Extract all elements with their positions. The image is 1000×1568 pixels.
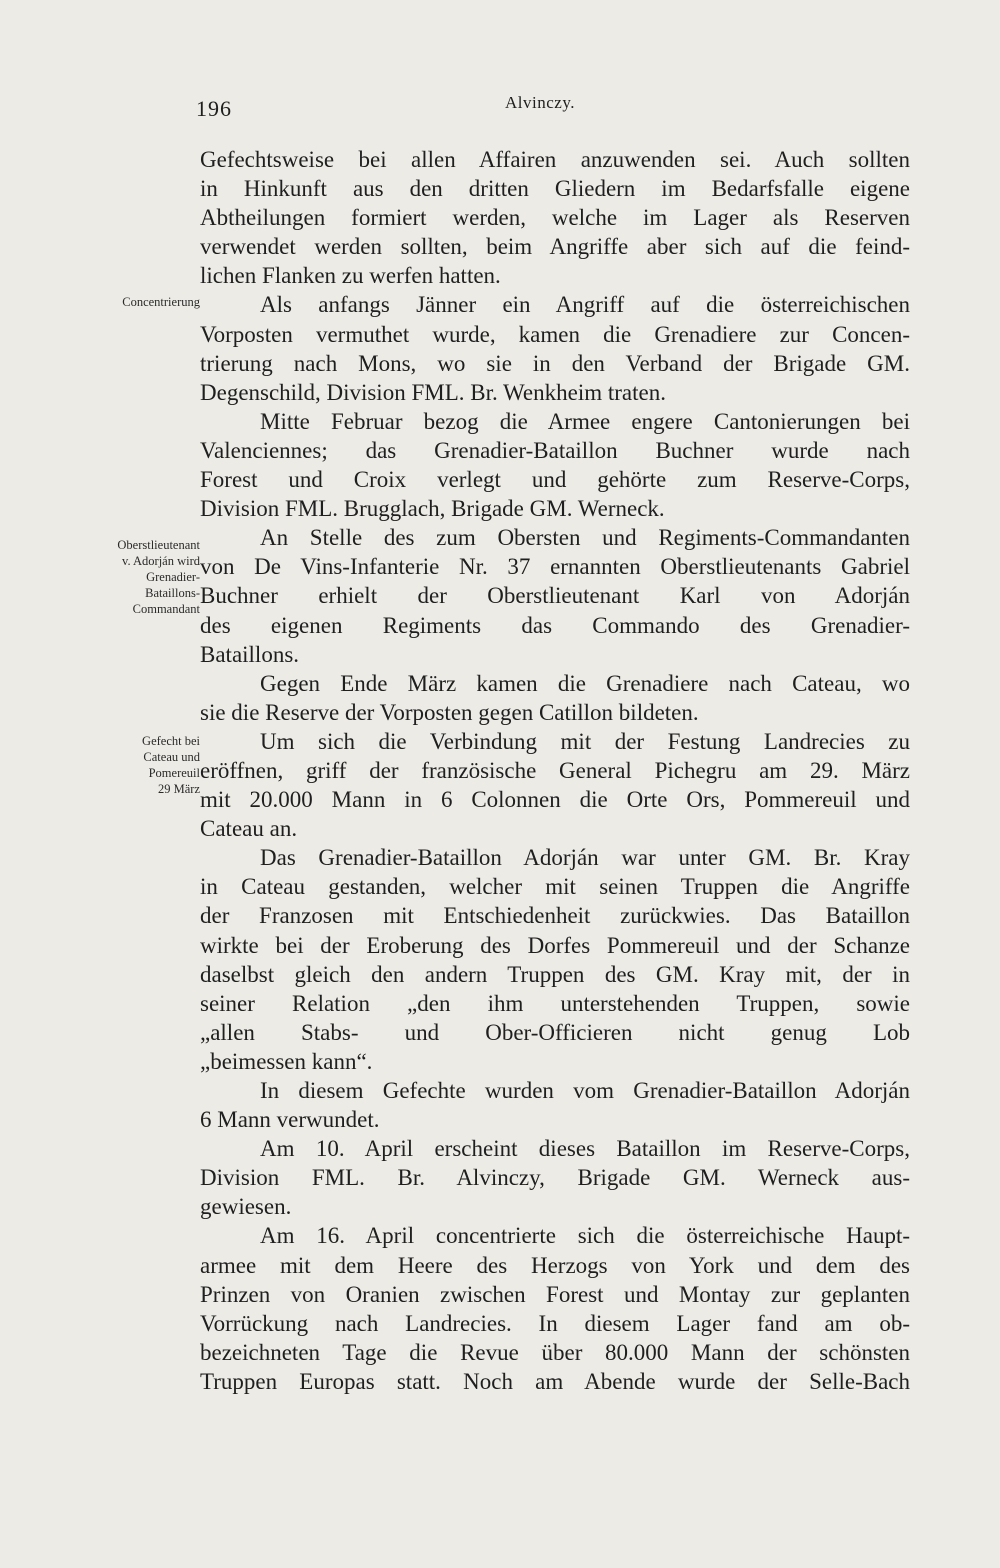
text-line: der Franzosen mit Entschiedenheit zurückwies. Das Bataillon [200, 903, 910, 929]
margin-note-line: v. Adorján wird [122, 554, 200, 568]
text-line: daselbst gleich den andern Truppen des GM. Kray mit, der in [200, 961, 910, 987]
text-line: wirkte bei der Eroberung des Dorfes Pommereuil und der Schanze [200, 932, 910, 958]
text-line: An Stelle des zum Obersten und Regiments-Commandanten [260, 525, 910, 551]
margin-note-line: 29 März [158, 782, 200, 796]
text-line: bezeichneten Tage die Revue über 80.000 Mann der schönsten [200, 1339, 910, 1365]
text-line: „allen Stabs- und Ober-Officieren nicht genug Lob [200, 1019, 910, 1045]
text-line: Mitte Februar bezog die Armee engere Cantonierungen bei [260, 408, 910, 434]
text-line: Bataillons. [200, 641, 300, 667]
text-line: 6 Mann verwundet. [200, 1107, 380, 1133]
margin-note-line: Grenadier- [146, 570, 200, 584]
running-title: Alvinczy. [505, 93, 575, 112]
text-line: Gefechtsweise bei allen Affairen anzuwenden sei. Auch sollten [200, 147, 910, 172]
text-line: Forest und Croix verlegt und gehörte zum Reserve-Corps, [200, 467, 910, 493]
text-line: „beimessen kann“. [200, 1048, 373, 1074]
margin-note-line: Oberstlieutenant [117, 538, 200, 552]
text-line: mit 20.000 Mann in 6 Colonnen die Orte Ors, Pommereuil und [200, 787, 910, 813]
text-line: eröffnen, griff der französische General Pichegru am 29. März [200, 757, 910, 783]
text-line: Am 16. April concentrierte sich die österreichische Haupt- [260, 1223, 910, 1249]
text-line: in Hinkunft aus den dritten Gliedern im Bedarfsfalle eigene [200, 176, 910, 202]
text-line: Vorposten vermuthet wurde, kamen die Grenadiere zur Concen- [200, 321, 910, 347]
text-line: Am 10. April erscheint dieses Bataillon im Reserve-Corps, [260, 1136, 910, 1162]
text-line: des eigenen Regiments das Commando des Grenadier- [200, 612, 910, 638]
margin-note-gefecht [66, 733, 200, 797]
margin-note-line: Commandant [132, 602, 200, 616]
margin-note-adorjan [66, 537, 200, 617]
text-line: Truppen Europas statt. Noch am Abende wurde der Selle-Bach [200, 1368, 910, 1394]
text-line: Vorrückung nach Landrecies. In diesem Lager fand am ob- [200, 1310, 910, 1336]
margin-note-line: Pomereuil [148, 766, 200, 780]
text-line: Cateau an. [200, 816, 298, 842]
body-text [200, 145, 910, 1396]
text-line: sie die Reserve der Vorposten gegen Catillon bildeten. [200, 699, 699, 725]
text-line: Buchner erhielt der Oberstlieutenant Karl von Adorján [200, 583, 910, 609]
margin-note-concentrierung [66, 294, 200, 310]
margin-note-line: Gefecht bei [142, 734, 200, 748]
text-line: Prinzen von Oranien zwischen Forest und Montay zur geplanten [200, 1281, 910, 1307]
page-number: 196 [196, 96, 232, 121]
text-line: trierung nach Mons, wo sie in den Verband der Brigade GM. [200, 350, 910, 376]
text-line: Abtheilungen formiert werden, welche im Lager als Reserven [200, 205, 910, 231]
margin-note-line: Concentrierung [122, 295, 200, 309]
text-line: armee mit dem Heere des Herzogs von York und dem des [200, 1252, 910, 1278]
text-line: Als anfangs Jänner ein Angriff auf die österreichischen [260, 292, 910, 318]
text-line: Division FML. Brugglach, Brigade GM. Werneck. [200, 496, 665, 522]
text-line: von De Vins-Infanterie Nr. 37 ernannten Oberstlieutenants Gabriel [200, 554, 910, 580]
text-line: Um sich die Verbindung mit der Festung Landrecies zu [260, 728, 910, 754]
text-line: seiner Relation „den ihm unterstehenden Truppen, sowie [200, 990, 910, 1016]
text-line: in Cateau gestanden, welcher mit seinen Truppen die Angriffe [200, 874, 910, 900]
text-line: Gegen Ende März kamen die Grenadiere nach Cateau, wo [260, 670, 910, 696]
text-line: gewiesen. [200, 1194, 292, 1220]
text-line: Valenciennes; das Grenadier-Bataillon Buchner wurde nach [200, 437, 910, 463]
text-line: lichen Flanken zu werfen hatten. [200, 263, 501, 289]
margin-note-line: Bataillons- [145, 586, 200, 600]
text-line: Das Grenadier-Bataillon Adorján war unter GM. Br. Kray [260, 845, 910, 871]
margin-note-line: Cateau und [143, 750, 200, 764]
text-line: Degenschild, Division FML. Br. Wenkheim traten. [200, 379, 666, 405]
text-line: Division FML. Br. Alvinczy, Brigade GM. Werneck aus- [200, 1165, 910, 1191]
text-line: In diesem Gefechte wurden vom Grenadier-Bataillon Adorján [260, 1078, 910, 1103]
text-line: verwendet werden sollten, beim Angriffe aber sich auf die feind- [200, 234, 910, 260]
